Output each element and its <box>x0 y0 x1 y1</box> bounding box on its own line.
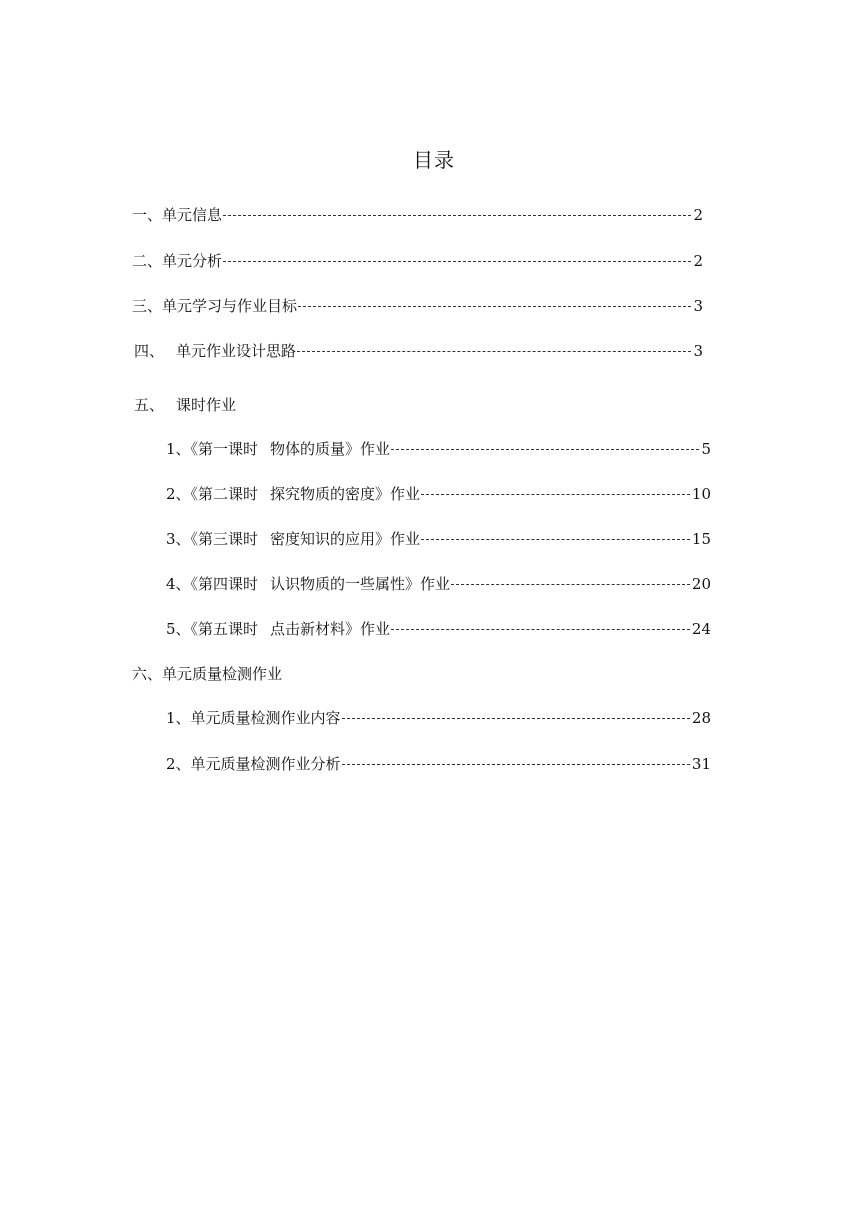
toc-entry-learning-goals[interactable] <box>132 294 703 318</box>
toc-leader <box>420 527 691 551</box>
toc-page-number: 31 <box>691 755 711 773</box>
toc-entry-label: 1、《第一课时 物体的质量》作业 <box>166 440 391 458</box>
toc-entry-unit-info[interactable] <box>132 203 703 227</box>
toc-leader <box>222 203 692 227</box>
toc-page-number: 20 <box>691 575 711 593</box>
toc-leader <box>296 339 692 363</box>
toc-page-number: 2 <box>693 252 703 270</box>
toc-entry-lesson-5[interactable] <box>166 617 711 641</box>
toc-leader <box>297 294 692 318</box>
toc-entry-label: 3、《第三课时 密度知识的应用》作业 <box>166 530 421 548</box>
toc-page-number: 2 <box>693 206 703 224</box>
toc-entry-lesson-4[interactable] <box>166 572 711 596</box>
toc-leader <box>390 437 700 461</box>
toc-entry-label: 2、单元质量检测作业分析 <box>166 755 341 773</box>
toc-entry-label: 1、单元质量检测作业内容 <box>166 709 341 727</box>
toc-entry-lesson-3[interactable] <box>166 527 711 551</box>
toc-entry-label: 四、 单元作业设计思路 <box>134 342 297 360</box>
toc-page-number: 10 <box>691 485 711 503</box>
toc-leader <box>222 249 692 273</box>
toc-entry-label: 5、《第五课时 点击新材料》作业 <box>166 620 391 638</box>
toc-page-number: 15 <box>691 530 711 548</box>
toc-page-number: 5 <box>701 440 711 458</box>
toc-page-number: 3 <box>693 297 703 315</box>
toc-entry-quality-analysis[interactable] <box>166 752 711 776</box>
toc-entry-label: 4、《第四课时 认识物质的一些属性》作业 <box>166 575 451 593</box>
toc-page-number: 24 <box>691 620 711 638</box>
toc-leader <box>420 482 691 506</box>
toc-leader <box>390 617 691 641</box>
toc-entry-label: 三、单元学习与作业目标 <box>132 297 298 315</box>
toc-entry-lesson-1[interactable] <box>166 437 711 461</box>
toc-entry-lesson-2[interactable] <box>166 482 711 506</box>
toc-leader <box>341 706 691 730</box>
toc-section-lesson-homework[interactable]: 五、 课时作业 <box>134 396 237 414</box>
toc-page-number: 3 <box>693 342 703 360</box>
toc-leader <box>341 752 691 776</box>
toc-entry-unit-analysis[interactable] <box>132 249 703 273</box>
toc-entry-label: 一、单元信息 <box>132 206 223 224</box>
toc-entry-label: 2、《第二课时 探究物质的密度》作业 <box>166 485 421 503</box>
toc-entry-design-ideas[interactable] <box>134 339 703 363</box>
toc-section-quality-test[interactable]: 六、单元质量检测作业 <box>132 665 283 683</box>
toc-entry-label: 二、单元分析 <box>132 252 223 270</box>
toc-page-number: 28 <box>691 709 711 727</box>
toc-entry-quality-content[interactable] <box>166 706 711 730</box>
toc-title: 目录 <box>413 148 455 172</box>
toc-leader <box>450 572 691 596</box>
